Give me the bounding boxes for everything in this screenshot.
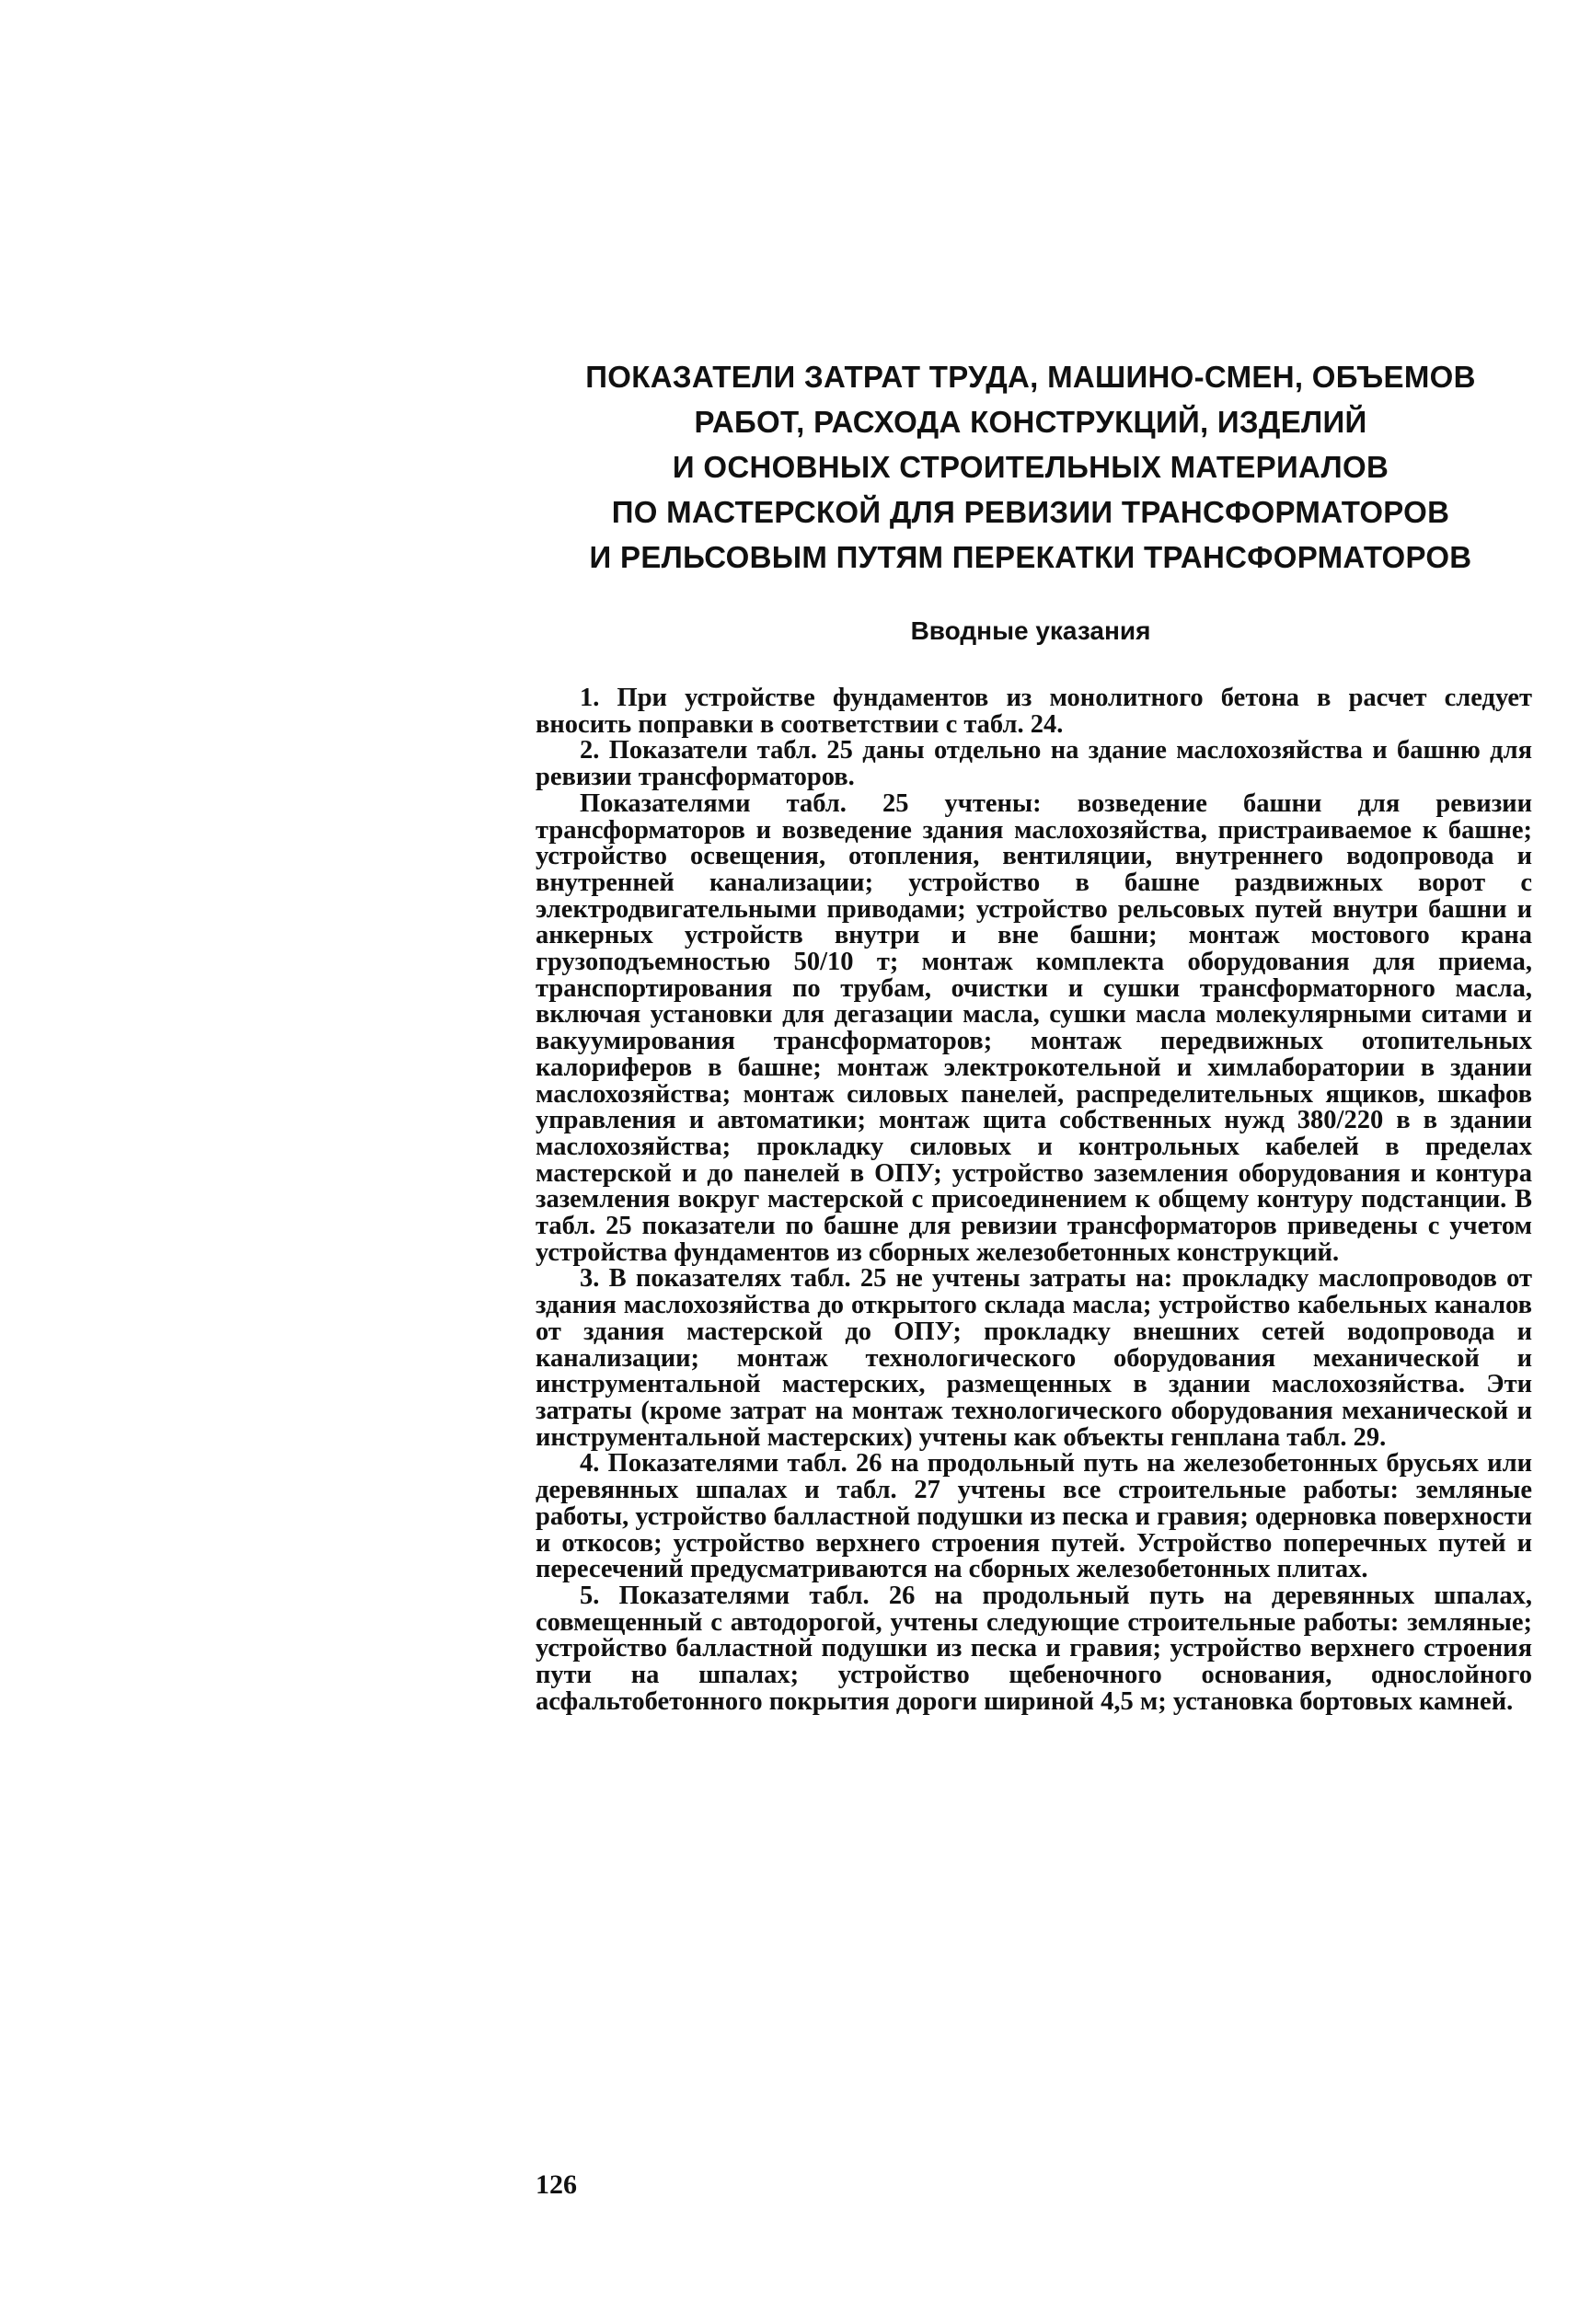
page-number: 126: [536, 2169, 577, 2200]
paragraph-1: 1. При устройстве фундаментов из монолитного бетона в расчет следует вносить поправки в соответствии с табл. 24.: [536, 684, 1532, 739]
paragraph-5: 5. Показателями табл. 26 на продольный путь на деревянных шпалах, совмещенный с автодорогой, учтены следующие строительные работы: земляные; устройство балластной подушки из песка и гравия; устройство верхнего строения пути на шпалах; устройство щебеночного основания, однослойного асфальтобетонного покрытия дороги шириной 4,5 м; установка бортовых камней.: [536, 1581, 1532, 1716]
title-line: ПОКАЗАТЕЛИ ЗАТРАТ ТРУДА, МАШИНО-СМЕН, ОБЪЕМОВ: [585, 360, 1476, 394]
title-line: РАБОТ, РАСХОДА КОНСТРУКЦИЙ, ИЗДЕЛИЙ: [694, 405, 1367, 439]
paragraph-2-details: Показателями табл. 25 учтены: возведение башни для ревизии трансформаторов и возведение здания маслохозяйства, пристраиваемое к башне; устройство освещения, отопления, вентиляции, внутреннего водопровода и внутренней канализации; устройство в башне раздвижных ворот с электродвигательными приводами; устройство рельсовых путей внутри башни и анкерных устройств внутри и вне башни; монтаж мостового крана грузоподъемностью 50/10 т; монтаж комплекта оборудования для приема, транспортирования по трубам, очистки и сушки трансформаторного масла, включая установки для дегазации масла, сушки масла молекулярными ситами и вакуумирования трансформаторов; монтаж передвижных отопительных калориферов в башне; монтаж электрокотельной и химлаборатории в здании маслохозяйства; монтаж силовых панелей, распределительных ящиков, шкафов управления и автоматики; монтаж щита собственных нужд 380/220 в в здании маслохозяйства; прокладку силовых и контрольных кабелей в пределах мастерской и до панелей в ОПУ; устройство заземления оборудования и контура заземления вокруг мастерской с присоединением к общему контуру подстанции. В табл. 25 показатели по башне для ревизии трансформаторов приведены с учетом устройства фундаментов из сборных железобетонных конструкций.: [536, 788, 1532, 1267]
document-title: [515, 354, 1546, 580]
paragraph-4: 4. Показателями табл. 26 на продольный путь на железобетонных брусьях или деревянных шпалах и табл. 27 учтены все строительные работы: земляные работы, устройство балластной подушки из песка и гравия; одерновка поверхности и откосов; устройство верхнего строения путей. Устройство поперечных путей и пересечений предусматриваются на сборных железобетонных плитах.: [536, 1449, 1532, 1584]
body-text: [536, 685, 1532, 1715]
title-line: ПО МАСТЕРСКОЙ ДЛЯ РЕВИЗИИ ТРАНСФОРМАТОРОВ: [611, 495, 1450, 529]
title-line: И ОСНОВНЫХ СТРОИТЕЛЬНЫХ МАТЕРИАЛОВ: [672, 450, 1389, 484]
paragraph-3: 3. В показателях табл. 25 не учтены затраты на: прокладку маслопроводов от здания маслохозяйства до открытого склада масла; устройство кабельных каналов от здания мастерской до ОПУ; прокладку внешних сетей водопровода и канализации; монтаж технологического оборудования механической и инструментальной мастерских, размещенных в здании маслохозяйства. Эти затраты (кроме затрат на монтаж технологического оборудования механической и инструментальной мастерских) учтены как объекты генплана табл. 29.: [536, 1264, 1532, 1452]
section-heading: Вводные указания: [910, 616, 1151, 645]
paragraph-2: 2. Показатели табл. 25 даны отдельно на здание маслохозяйства и башню для ревизии трансформаторов.: [536, 736, 1532, 792]
title-line: И РЕЛЬСОВЫМ ПУТЯМ ПЕРЕКАТКИ ТРАНСФОРМАТОРОВ: [589, 540, 1472, 574]
